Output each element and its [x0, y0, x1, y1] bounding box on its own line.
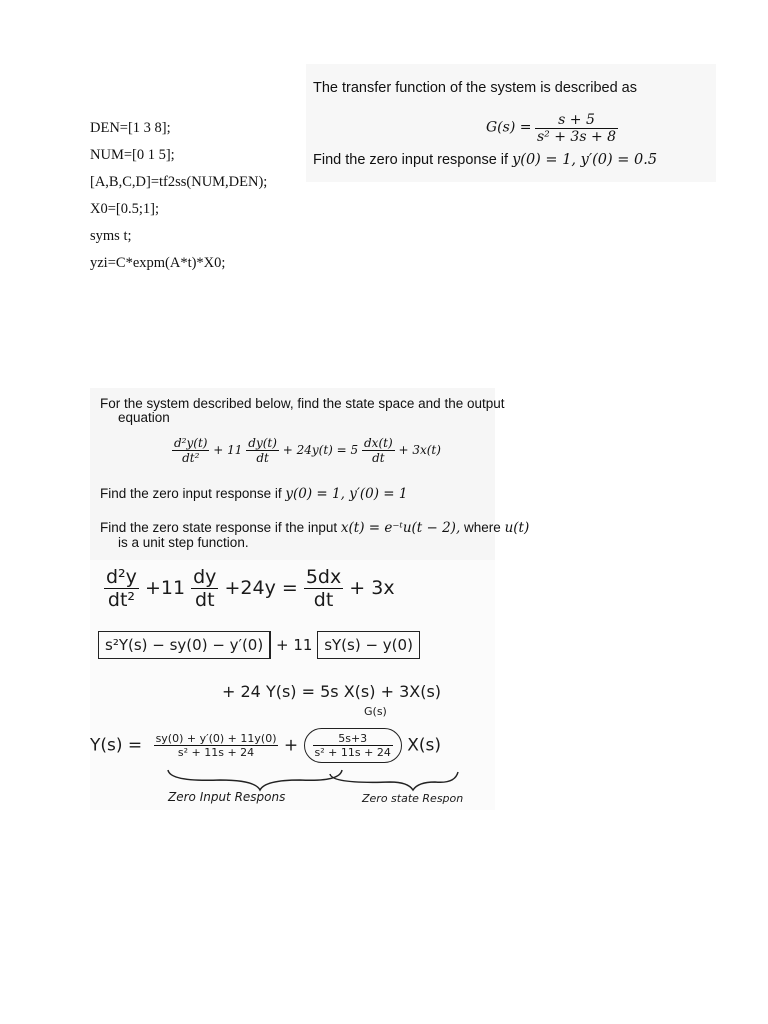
tf-numerator: s + 5 — [535, 112, 618, 129]
ss-zero-input — [100, 486, 408, 502]
hw-r2-bracket1: s²Y(s) − sy(0) − y′(0) — [98, 631, 271, 659]
code-line-x0: X0=[0.5;1]; — [90, 201, 159, 217]
code-line-yzi: yzi=C*expm(A*t)*X0; — [90, 255, 226, 271]
ss-eq-den3: dt — [372, 451, 385, 465]
hw-row3: + 24 Y(s) = 5s X(s) + 3X(s) — [222, 682, 442, 701]
ss-eq-num3: dx(t) — [364, 436, 393, 450]
hw-r1-mid-den: dt — [195, 589, 215, 611]
ss-zs-u: u(t) — [504, 520, 530, 536]
code-line-tf2ss: [A,B,C,D]=tf2ss(NUM,DEN); — [90, 174, 268, 190]
ss-eq-mid2: + 24y(t) = 5 — [282, 443, 359, 457]
ss-zero-state — [100, 520, 529, 536]
tf-lhs: G(s) = — [486, 119, 532, 136]
ss-eq-num2: dy(t) — [248, 436, 277, 450]
transfer-function-problem — [306, 64, 716, 182]
hw-r4-f2-num: 5s+3 — [313, 732, 393, 746]
code-line-den: DEN=[1 3 8]; — [90, 120, 171, 136]
hw-r4-f1-den: s² + 11s + 24 — [177, 746, 255, 759]
tf-equation — [486, 112, 618, 145]
tf-conditions: y(0) = 1, y′(0) = 0.5 — [512, 152, 658, 168]
ss-eq-num1: d²y(t) — [174, 436, 208, 450]
hw-r4-lhs: Y(s) = — [90, 735, 143, 756]
hw-r1-rhs-num: 5dx — [305, 566, 342, 588]
state-space-problem — [90, 388, 530, 563]
tf-fraction — [535, 112, 618, 145]
hw-label-zero-state: Zero state Respon — [362, 792, 464, 805]
hw-r1-eq: = — [281, 577, 298, 599]
hw-r4-x: X(s) — [407, 735, 442, 756]
hw-r2-mid: + 11 — [275, 636, 313, 654]
hw-underbrace-zs — [330, 772, 458, 790]
hw-r1-mid-num: dy — [193, 566, 217, 588]
hw-r1-after: +24y — [224, 577, 276, 599]
ss-eq-den1: dt² — [182, 451, 200, 465]
ss-eq-end: + 3x(t) — [398, 443, 441, 457]
hw-label-zero-input: Zero Input Respons — [168, 790, 286, 804]
hw-underbrace-zi — [168, 770, 342, 790]
tf-denominator: s² + 3s + 8 — [536, 129, 617, 145]
tf-heading: The transfer function of the system is described as — [313, 80, 637, 96]
tf-question — [313, 152, 657, 168]
ss-zs-input: x(t) = e⁻ᵗu(t − 2), — [340, 520, 461, 536]
hw-r1-rhs-den: dt — [313, 589, 334, 611]
hw-r4-f1-num: sy(0) + y′(0) + 11y(0) — [155, 732, 277, 745]
handwritten-solution — [90, 560, 495, 810]
hw-gs-label: G(s) — [364, 705, 387, 718]
hw-underbraces — [90, 560, 495, 810]
code-line-num: NUM=[0 1 5]; — [90, 147, 175, 163]
hw-r4-plus: + — [283, 735, 299, 756]
tf-question-text: Find the zero input response if — [313, 152, 509, 168]
hw-r1-rhs-end: + 3x — [349, 577, 395, 599]
hw-r4-f2-den: s² + 11s + 24 — [314, 746, 391, 759]
hw-r1-lhs-num: d²y — [106, 566, 137, 588]
hw-r2-bracket2: sY(s) − y(0) — [317, 631, 420, 659]
ss-line2: equation — [118, 410, 170, 425]
ss-zi-cond: y(0) = 1, y′(0) = 1 — [285, 486, 408, 502]
ss-zs-text: Find the zero state response if the input — [100, 520, 338, 535]
ss-zs-where: where — [464, 520, 501, 535]
ss-line1: For the system described below, find the state space and the output — [100, 396, 505, 411]
ss-differential-equation — [172, 436, 441, 465]
hw-r1-mid: +11 — [144, 577, 186, 599]
ss-zs-line2: is a unit step function. — [118, 535, 249, 550]
ss-eq-mid1: + 11 — [213, 443, 243, 457]
hw-r1-lhs-den: dt² — [107, 589, 136, 611]
ss-eq-den2: dt — [256, 451, 269, 465]
code-line-syms: syms t; — [90, 228, 132, 244]
ss-zi-text: Find the zero input response if — [100, 486, 282, 501]
